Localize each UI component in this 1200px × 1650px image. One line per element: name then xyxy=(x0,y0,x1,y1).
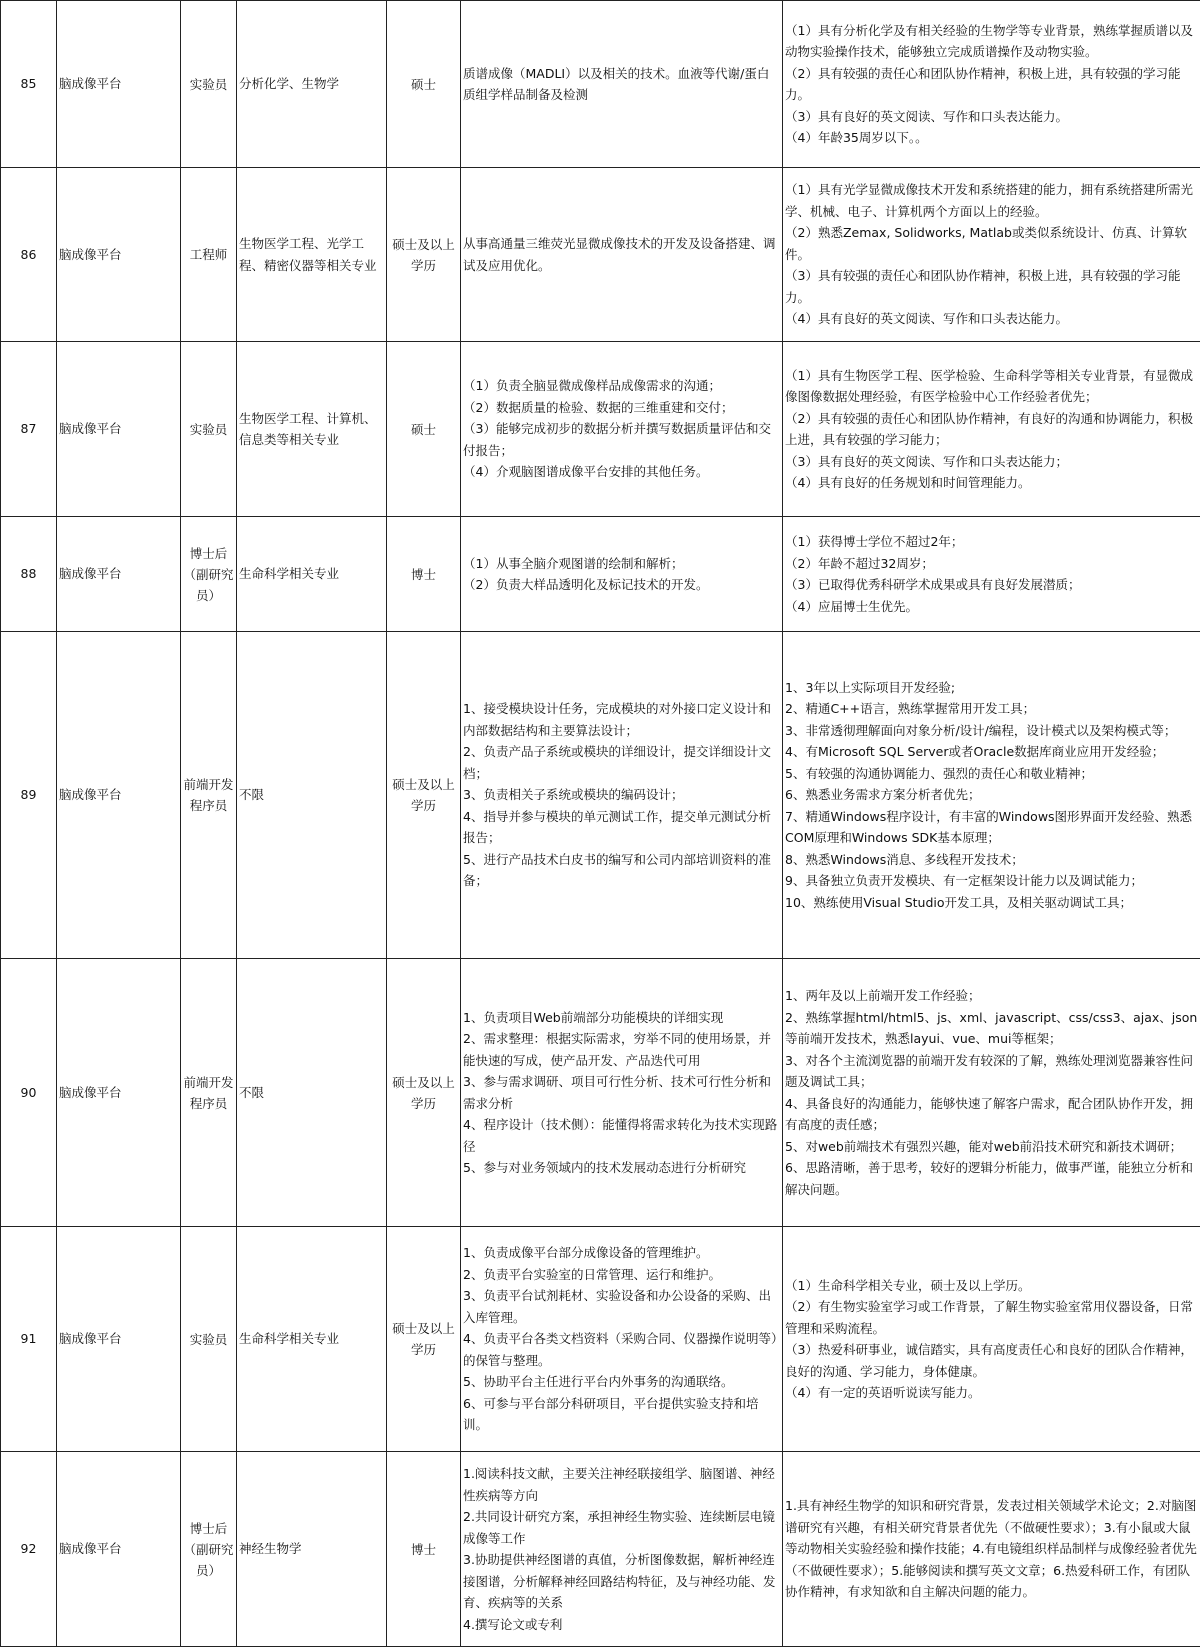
requirement-line: 7、精通Windows程序设计，有丰富的Windows图形界面开发经验、熟悉COM原理和Windows SDK基本原理； xyxy=(785,808,1193,846)
duty-line: 2.共同设计研究方案，承担神经生物实验、连续断层电镜成像等工作 xyxy=(463,1509,775,1546)
position-cell: 实验员 xyxy=(181,342,237,517)
requirements-cell xyxy=(783,1452,1200,1647)
job-number-cell: 86 xyxy=(1,168,57,342)
major-cell: 生命科学相关专业 xyxy=(237,1227,387,1452)
requirement-line: （4）年龄35周岁以下。。 xyxy=(785,130,928,145)
duty-line: 3、参与需求调研、项目可行性分析、技术可行性分析和需求分析 xyxy=(463,1074,771,1111)
major-cell: 神经生物学 xyxy=(237,1452,387,1647)
position-cell: 博士后（副研究员） xyxy=(181,517,237,632)
duties-cell xyxy=(461,1452,783,1647)
requirement-line: 4、具备良好的沟通能力，能够快速了解客户需求，配合团队协作开发，拥有高度的责任感； xyxy=(785,1095,1193,1132)
table-row xyxy=(1,632,1200,959)
job-number-cell: 92 xyxy=(1,1452,57,1647)
duty-line: 1、接受模块设计任务，完成模块的对外接口定义设计和内部数据结构和主要算法设计； xyxy=(463,701,771,738)
requirement-line: 6、思路清晰，善于思考，较好的逻辑分析能力，做事严谨，能独立分析和解决问题。 xyxy=(785,1160,1193,1197)
job-number-cell: 89 xyxy=(1,632,57,959)
duties-cell xyxy=(461,342,783,517)
requirement-line: （3）已取得优秀科研学术成果或具有良好发展潜质； xyxy=(785,577,1081,592)
department-cell: 脑成像平台 xyxy=(57,342,181,517)
duty-line: 从事高通量三维荧光显微成像技术的开发及设备搭建、调试及应用优化。 xyxy=(463,236,776,273)
requirement-line: （2）年龄不超过32周岁； xyxy=(785,555,934,571)
duties-cell xyxy=(461,1227,783,1452)
major-cell: 生物医学工程、计算机、信息类等相关专业 xyxy=(237,342,387,517)
job-number-cell: 90 xyxy=(1,959,57,1227)
job-number-cell: 85 xyxy=(1,1,57,168)
requirement-line: 2、熟练掌握html/html5、js、xml、javascript、css/css3、ajax、json等前端开发技术，熟悉layui、vue、mui等框架； xyxy=(785,1009,1198,1046)
education-cell: 硕士及以上学历 xyxy=(387,632,461,959)
job-number-cell: 91 xyxy=(1,1227,57,1452)
requirement-line: 1.具有神经生物学的知识和研究背景，发表过相关领域学术论文；2.对脑图谱研究有兴趣，有相关研究背景者优先（不做硬性要求）；3.有小鼠或大鼠等动物相关实验经验和操作技能；4.有电镜组织样品制样与成像经验者优先（不做硬性要求）；5.能够阅读和撰写英文文章；6.热爱科研工作，有团队协作精神，有求知欲和自主解决问题的能力。 xyxy=(785,1498,1197,1600)
duty-line: 4、指导并参与模块的单元测试工作，提交单元测试分析报告； xyxy=(463,808,771,846)
requirement-line: （2）具有较强的责任心和团队协作精神，有良好的沟通和协调能力，积极上进，具有较强的学习能力； xyxy=(785,410,1193,447)
table-row xyxy=(1,517,1200,632)
duty-line: （1）从事全脑介观图谱的绘制和解析； xyxy=(463,555,684,571)
duty-line: （1）负责全脑显微成像样品成像需求的沟通； xyxy=(463,378,721,394)
requirement-line: （3）具有较强的责任心和团队协作精神，积极上进，具有较强的学习能力。 xyxy=(785,268,1181,305)
education-cell: 硕士及以上学历 xyxy=(387,959,461,1227)
requirement-line: 2、精通C++语言，熟练掌握常用开发工具； xyxy=(785,701,1036,717)
duties-cell xyxy=(461,1,783,168)
duty-line: 4.撰写论文或专利 xyxy=(463,1616,563,1632)
duty-line: 6、可参与平台部分科研项目，平台提供实验支持和培训。 xyxy=(463,1395,759,1433)
education-cell: 博士 xyxy=(387,517,461,632)
requirement-line: （1）获得博士学位不超过2年； xyxy=(785,534,964,549)
education-cell: 博士 xyxy=(387,1452,461,1647)
duties-cell xyxy=(461,959,783,1227)
requirement-line: （2）熟悉Zemax, Solidworks, Matlab或类似系统设计、仿真、计算软件。 xyxy=(785,225,1187,262)
table-row xyxy=(1,342,1200,517)
requirements-cell xyxy=(783,1227,1200,1452)
duty-line: 5、参与对业务领域内的技术发展动态进行分析研究 xyxy=(463,1160,746,1175)
requirements-cell xyxy=(783,342,1200,517)
education-cell: 硕士 xyxy=(387,342,461,517)
department-cell: 脑成像平台 xyxy=(57,1,181,168)
requirement-line: （4）具有良好的英文阅读、写作和口头表达能力。 xyxy=(785,311,1068,327)
duty-line: 4、负责平台各类文档资料（采购合同、仪器操作说明等）的保管与整理。 xyxy=(463,1331,778,1368)
duty-line: （4）介观脑图谱成像平台安排的其他任务。 xyxy=(463,464,709,480)
position-cell: 博士后（副研究员） xyxy=(181,1452,237,1647)
duty-line: 5、进行产品技术白皮书的编写和公司内部培训资料的准备； xyxy=(463,851,771,889)
duty-line: 1.阅读科技文献，主要关注神经联接组学、脑图谱、神经性疾病等方向 xyxy=(463,1466,775,1503)
requirement-line: （4）有一定的英语听说读写能力。 xyxy=(785,1385,981,1400)
education-cell: 硕士及以上学历 xyxy=(387,168,461,342)
requirements-cell xyxy=(783,168,1200,342)
position-cell: 工程师 xyxy=(181,168,237,342)
department-cell: 脑成像平台 xyxy=(57,1227,181,1452)
duty-line: 质谱成像（MADLI）以及相关的技术。血液等代谢/蛋白质组学样品制备及检测 xyxy=(463,65,770,102)
requirement-line: （4）应届博士生优先。 xyxy=(785,598,918,614)
requirement-line: 5、有较强的沟通协调能力、强烈的责任心和敬业精神； xyxy=(785,765,1093,781)
major-cell: 生命科学相关专业 xyxy=(237,517,387,632)
duty-line: 4、程序设计（技术侧）：能懂得将需求转化为技术实现路径 xyxy=(463,1117,778,1154)
duty-line: （2）数据质量的检验、数据的三维重建和交付； xyxy=(463,399,734,415)
table-row xyxy=(1,1,1200,168)
duty-line: 3、负责平台试剂耗材、实验设备和办公设备的采购、出入库管理。 xyxy=(463,1288,771,1325)
requirements-cell xyxy=(783,959,1200,1227)
requirement-line: （4）具有良好的任务规划和时间管理能力。 xyxy=(785,475,1031,490)
table-row xyxy=(1,1452,1200,1647)
duty-line: （3）能够完成初步的数据分析并撰写数据质量评估和交付报告； xyxy=(463,421,771,458)
duty-line: 3.协助提供神经图谱的真值，分析图像数据，解析神经连接图谱，分析解释神经回路结构特征，及与神经功能、发育、疾病等的关系 xyxy=(463,1552,776,1610)
requirement-line: （2）有生物实验室学习或工作背景，了解生物实验室常用仪器设备，日常管理和采购流程。 xyxy=(785,1299,1193,1336)
requirements-cell xyxy=(783,1,1200,168)
duty-line: 3、负责相关子系统或模块的编码设计； xyxy=(463,787,684,803)
table-row xyxy=(1,959,1200,1227)
position-cell: 前端开发程序员 xyxy=(181,959,237,1227)
education-cell: 硕士及以上学历 xyxy=(387,1227,461,1452)
duty-line: 1、负责项目Web前端部分功能模块的详细实现 xyxy=(463,1009,724,1025)
duty-line: 2、负责平台实验室的日常管理、运行和维护。 xyxy=(463,1266,721,1282)
department-cell: 脑成像平台 xyxy=(57,168,181,342)
requirements-cell xyxy=(783,517,1200,632)
requirement-line: （1）具有分析化学及有相关经验的生物学等专业背景，熟练掌握质谱以及动物实验操作技术，能够独立完成质谱操作及动物实验。 xyxy=(785,22,1193,59)
requirement-line: 9、具备独立负责开发模块、有一定框架设计能力以及调试能力； xyxy=(785,873,1143,889)
requirements-cell xyxy=(783,632,1200,959)
requirement-line: 3、非常透彻理解面向对象分析/设计/编程，设计模式以及架构模式等； xyxy=(785,722,1177,738)
duty-line: 5、协助平台主任进行平台内外事务的沟通联络。 xyxy=(463,1374,734,1390)
department-cell: 脑成像平台 xyxy=(57,1452,181,1647)
requirement-line: （1）生命科学相关专业，硕士及以上学历。 xyxy=(785,1277,1031,1293)
department-cell: 脑成像平台 xyxy=(57,632,181,959)
requirement-line: （1）具有生物医学工程、医学检验、生命科学等相关专业背景，有显微成像图像数据处理经验，有医学检验中心工作经验者优先； xyxy=(785,367,1193,404)
requirement-line: （3）具有良好的英文阅读、写作和口头表达能力。 xyxy=(785,108,1068,124)
requirement-line: 1、3年以上实际项目开发经验; xyxy=(785,679,956,695)
department-cell: 脑成像平台 xyxy=(57,959,181,1227)
department-cell: 脑成像平台 xyxy=(57,517,181,632)
requirement-line: 10、熟练使用Visual Studio开发工具，及相关驱动调试工具； xyxy=(785,894,1133,910)
major-cell: 生物医学工程、光学工程、精密仪器等相关专业 xyxy=(237,168,387,342)
position-cell: 实验员 xyxy=(181,1227,237,1452)
requirement-line: 3、对各个主流浏览器的前端开发有较深的了解，熟练处理浏览器兼容性问题及调试工具； xyxy=(785,1052,1193,1089)
job-number-cell: 87 xyxy=(1,342,57,517)
job-number-cell: 88 xyxy=(1,517,57,632)
table-body xyxy=(1,1,1200,1647)
requirement-line: （3）热爱科研事业，诚信踏实，具有高度责任心和良好的团队合作精神，良好的沟通、学习能力，身体健康。 xyxy=(785,1342,1193,1379)
major-cell: 分析化学、生物学 xyxy=(237,1,387,168)
duties-cell xyxy=(461,168,783,342)
major-cell: 不限 xyxy=(237,632,387,959)
requirement-line: 8、熟悉Windows消息、多线程开发技术； xyxy=(785,851,1024,867)
requirement-line: 1、两年及以上前端开发工作经验； xyxy=(785,988,981,1003)
duty-line: （2）负责大样品透明化及标记技术的开发。 xyxy=(463,577,709,592)
duties-cell xyxy=(461,632,783,959)
requirement-line: （3）具有良好的英文阅读、写作和口头表达能力； xyxy=(785,453,1068,469)
requirement-line: 4、有Microsoft SQL Server或者Oracle数据库商业应用开发经验； xyxy=(785,744,1165,760)
duty-line: 2、需求整理：根据实际需求，穷举不同的使用场景，并能快速的写成，使产品开发、产品迭代可用 xyxy=(463,1031,771,1068)
duty-line: 2、负责产品子系统或模块的详细设计，提交详细设计文档； xyxy=(463,744,771,781)
position-cell: 实验员 xyxy=(181,1,237,168)
requirement-line: 5、对web前端技术有强烈兴趣，能对web前沿技术研究和新技术调研； xyxy=(785,1138,1183,1154)
requirement-line: 6、熟悉业务需求方案分析者优先； xyxy=(785,787,981,803)
requirement-line: （2）具有较强的责任心和团队协作精神，积极上进，具有较强的学习能力。 xyxy=(785,65,1181,102)
position-cell: 前端开发程序员 xyxy=(181,632,237,959)
duty-line: 1、负责成像平台部分成像设备的管理维护。 xyxy=(463,1245,709,1261)
major-cell: 不限 xyxy=(237,959,387,1227)
table-row xyxy=(1,168,1200,342)
education-cell: 硕士 xyxy=(387,1,461,168)
requirement-line: （1）具有光学显微成像技术开发和系统搭建的能力，拥有系统搭建所需光学、机械、电子、计算机两个方面以上的经验。 xyxy=(785,182,1193,219)
table-row xyxy=(1,1227,1200,1452)
duties-cell xyxy=(461,517,783,632)
